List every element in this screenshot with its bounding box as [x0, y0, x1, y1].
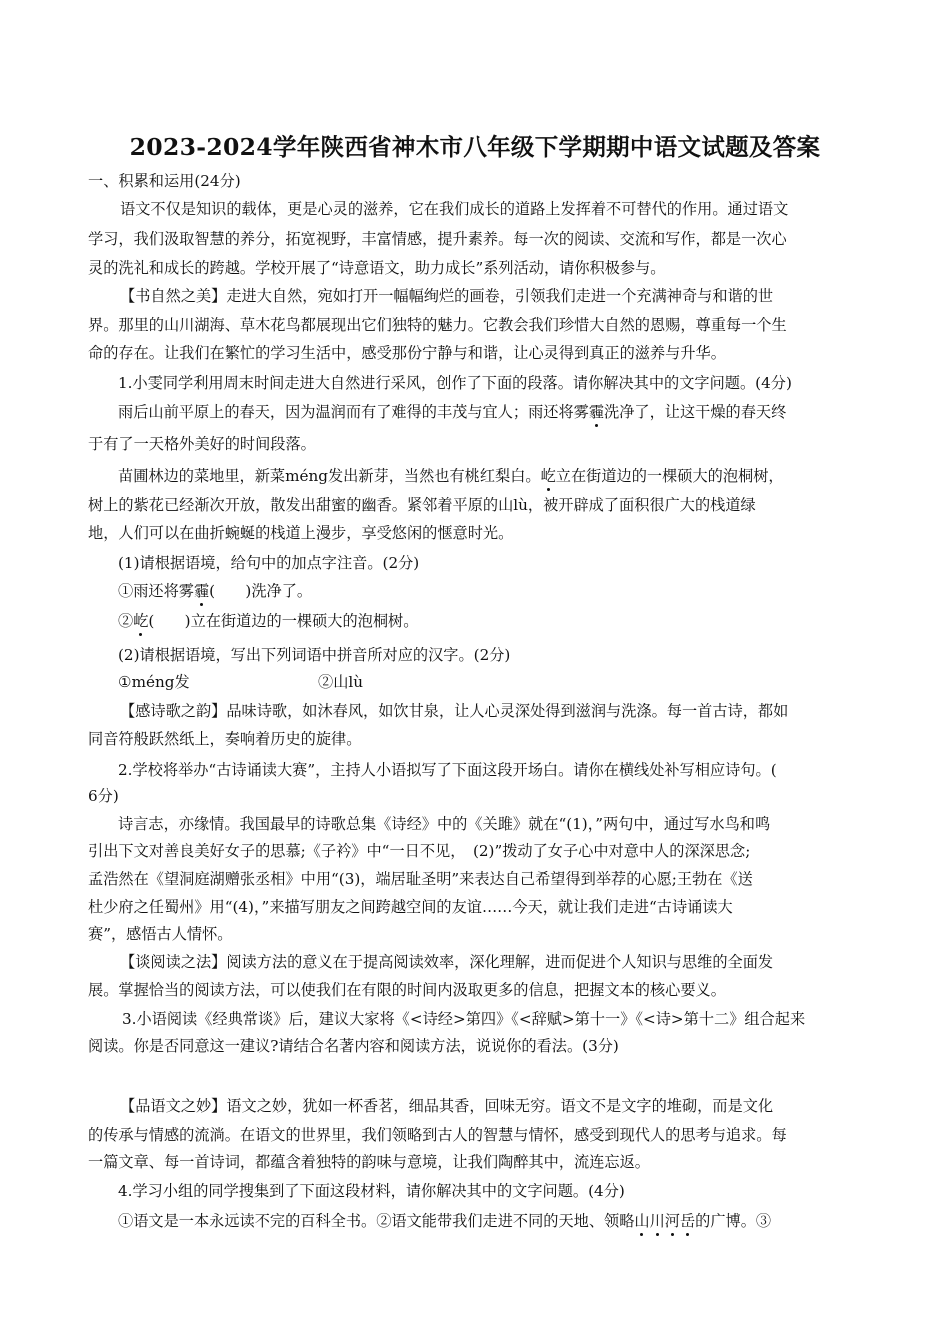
question-1-prompt: 1.小雯同学利用周末时间走进大自然进行采风，创作了下面的段落。请你解决其中的文字问题。(4分)	[118, 374, 792, 392]
q2-passage-line: 诗言志，亦缘情。我国最早的诗歌总集《诗经》中的《关雎》就在“(1)，”两句中，通过写水鸟和鸣	[118, 815, 771, 833]
nature-paragraph-line: 【书自然之美】走进大自然，宛如打开一幅幅绚烂的画卷，引领我们走进一个充满神奇与和谐的世	[120, 287, 774, 305]
q4-passage-text: 的广博。③	[695, 1212, 772, 1230]
dotted-char: 屹	[540, 467, 556, 485]
question-3-prompt: 3.小语阅读《经典常谈》后，建议大家将《<诗经>第四》《<辞赋>第十一》《<诗>第十二》组合起来	[122, 1010, 806, 1028]
dotted-char: 川	[649, 1212, 665, 1230]
q1-passage-line	[118, 402, 786, 424]
nature-paragraph-line: 界。那里的山川湖海、草木花鸟都展现出它们独特的魅力。它教会我们珍惜大自然的恩赐，尊重每一个生	[88, 316, 787, 334]
intro-line: 学习，我们汲取智慧的养分，拓宽视野，丰富情感，提升素养。每一次的阅读、交流和写作，都是一次心	[88, 230, 787, 248]
q1-sub2-item-b: ②山lù	[318, 673, 364, 691]
question-3-prompt: 阅读。你是否同意这一建议?请结合名著内容和阅读方法，说说你的看法。(3分)	[88, 1037, 619, 1055]
item-text: ( )洗净了。	[209, 582, 313, 600]
poetry-paragraph-line: 【感诗歌之韵】品味诗歌，如沐春风，如饮甘泉，让人心灵深处得到滋润与洗涤。每一首古诗，都如	[120, 702, 789, 720]
language-paragraph-line: 的传承与情感的流淌。在语文的世界里，我们领略到古人的智慧与情怀，感受到现代人的思考与追求。每	[88, 1126, 787, 1144]
item-text: ①雨还将雾	[118, 582, 194, 600]
q1-passage-line: 地，人们可以在曲折蜿蜒的栈道上漫步，享受悠闲的惬意时光。	[88, 524, 514, 542]
q1-passage-text: 雨后山前平原上的春天，因为温润而有了难得的丰茂与宜人；雨还将雾	[118, 403, 589, 421]
question-2-prompt: 6分)	[88, 787, 119, 805]
q1-sub1-item-a	[118, 581, 312, 603]
q2-passage-line: 引出下文对善良美好女子的思慕;《子衿》中“一日不见， (2)”拨动了女子心中对意中人的深深思念;	[88, 842, 751, 860]
q1-passage-text: 洗净了，让这干燥的春天终	[604, 403, 787, 421]
dotted-char: 屹	[133, 612, 149, 630]
dotted-char: 河	[664, 1212, 680, 1230]
language-paragraph-line: 【品语文之妙】语文之妙，犹如一杯香茗，细品其香，回味无穷。语文不是文字的堆砌，而是文化	[120, 1097, 774, 1115]
q2-passage-line: 杜少府之任蜀州》用“(4)，”来描写朋友之间跨越空间的友谊……今天，就让我们走进“古诗诵读大	[88, 898, 733, 916]
q1-sub-question-2: (2)请根据语境，写出下列词语中拼音所对应的汉字。(2分)	[118, 646, 511, 664]
language-paragraph-line: 一篇文章、每一首诗词，都蕴含着独特的韵味与意境，让我们陶醉其中，流连忘返。	[88, 1153, 650, 1171]
question-4-prompt: 4.学习小组的同学搜集到了下面这段材料，请你解决其中的文字问题。(4分)	[118, 1182, 625, 1200]
question-2-prompt: 2.学校将举办“古诗诵读大赛”，主持人小语拟写了下面这段开场白。请你在横线处补写相应诗句。(	[118, 761, 777, 779]
q1-passage-line: 树上的紫花已经渐次开放，散发出甜蜜的幽香。紧邻着平原的山lù，被开辟成了面积很广大的栈道绿	[88, 496, 756, 514]
q2-passage-line: 孟浩然在《望洞庭湖赠张丞相》中用“(3)，端居耻圣明”来表达自己希望得到举荐的心愿;王勃在《送	[88, 870, 753, 888]
item-text: ②	[118, 612, 134, 630]
reading-paragraph-line: 【谈阅读之法】阅读方法的意义在于提高阅读效率，深化理解，进而促进个人知识与思维的全面发	[120, 953, 774, 971]
dotted-char: 岳	[679, 1212, 696, 1230]
q1-sub1-item-b	[118, 611, 418, 633]
reading-paragraph-line: 展。掌握恰当的阅读方法，可以使我们在有限的时间内汲取更多的信息，把握文本的核心要义。	[88, 981, 726, 999]
q1-passage-line	[118, 466, 784, 488]
q4-passage-line	[118, 1211, 771, 1233]
item-text: ( )立在街道边的一棵硕大的泡桐树。	[148, 612, 419, 630]
dotted-char: 霾	[193, 582, 210, 600]
q4-passage-text: ①语文是一本永远读不完的百科全书。②语文能带我们走进不同的天地、领略	[118, 1212, 635, 1230]
q1-passage-text: 苗圃林边的菜地里，新菜méng发出新芽，当然也有桃红梨白。	[118, 467, 541, 485]
poetry-paragraph-line: 同音符般跃然纸上，奏响着历史的旋律。	[88, 730, 362, 748]
intro-line: 语文不仅是知识的载体，更是心灵的滋养，它在我们成长的道路上发挥着不可替代的作用。通过语文	[120, 200, 789, 218]
nature-paragraph-line: 命的存在。让我们在繁忙的学习生活中，感受那份宁静与和谐，让心灵得到真正的滋养与升华。	[88, 344, 726, 362]
q2-passage-line: 赛”，感悟古人情怀。	[88, 925, 233, 943]
q1-passage-text: 立在街道边的一棵硕大的泡桐树，	[555, 467, 784, 485]
q1-sub2-item-a: ①méng发	[118, 673, 190, 691]
dotted-char: 霾	[588, 403, 604, 421]
dotted-char: 山	[634, 1212, 650, 1230]
q1-passage-line: 于有了一天格外美好的时间段落。	[88, 435, 316, 453]
page-title: 2023-2024学年陕西省神木市八年级下学期期中语文试题及答案	[129, 133, 821, 161]
section-heading: 一、积累和运用(24分)	[88, 172, 241, 190]
intro-line: 灵的洗礼和成长的跨越。学校开展了“诗意语文，助力成长”系列活动，请你积极参与。	[88, 259, 666, 277]
q1-sub-question-1: (1)请根据语境，给句中的加点字注音。(2分)	[118, 554, 420, 572]
